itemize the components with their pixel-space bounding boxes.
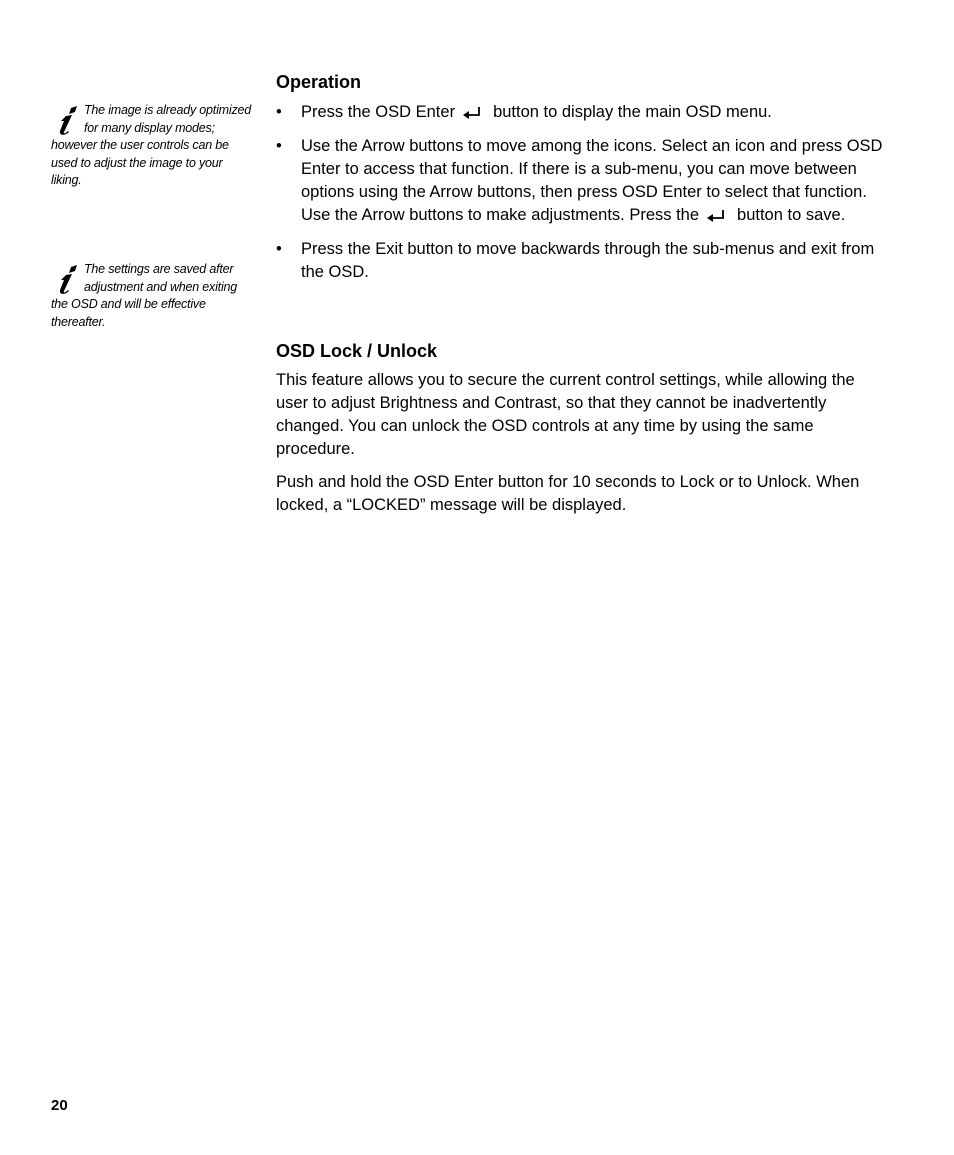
list-item-text: Press the Exit button to move backwards through the sub-menus and exit from the OSD.: [301, 240, 875, 281]
osd-lock-paragraph: Push and hold the OSD Enter button for 10 seconds to Lock or to Unlock. When locked, a “LOCKED” message will be displayed.: [276, 473, 860, 514]
operation-heading: Operation: [276, 72, 362, 92]
osd-lock-paragraph: This feature allows you to secure the current control settings, while allowing the user to adjust Brightness and Contrast, so that they cannot be inadvertently changed. You can unlock the OSD controls at any time by using the same procedure.: [276, 371, 855, 458]
list-item: [276, 101, 886, 124]
side-note-settings-saved: [51, 261, 251, 331]
info-icon: [51, 261, 81, 295]
list-item: [276, 135, 886, 227]
enter-key-icon: [461, 105, 485, 121]
side-note-text: The settings are saved after adjustment and when exiting the OSD and will be effective thereafter.: [51, 262, 238, 329]
bullet: •: [276, 103, 282, 121]
list-item-text: Press the OSD Enter: [301, 103, 456, 121]
list-item-text: button to display the main OSD menu.: [493, 103, 772, 121]
list-item: [276, 238, 886, 284]
bullet: •: [276, 137, 282, 155]
osd-lock-heading: OSD Lock / Unlock: [276, 341, 438, 361]
side-note-image-optimized: [51, 102, 251, 190]
list-item-text: button to save.: [737, 206, 846, 224]
side-note-text: The image is already optimized for many display modes; however the user controls can be used to adjust the image to your liking.: [51, 103, 251, 188]
list-item-text: Use the Arrow buttons to move among the icons. Select an icon and press OSD Enter to access that function. If there is a sub-menu, you can move between options using the Arrow buttons, then press OSD Enter to select that function. Use the Arrow buttons to make adjustments. Press the: [301, 137, 883, 224]
page-number: 20: [51, 1097, 68, 1114]
osd-lock-section: [276, 340, 886, 527]
bullet: •: [276, 240, 282, 258]
operation-section: [276, 71, 886, 295]
enter-key-icon: [705, 208, 729, 224]
info-icon: [51, 102, 81, 136]
operation-steps-list: [276, 101, 886, 284]
